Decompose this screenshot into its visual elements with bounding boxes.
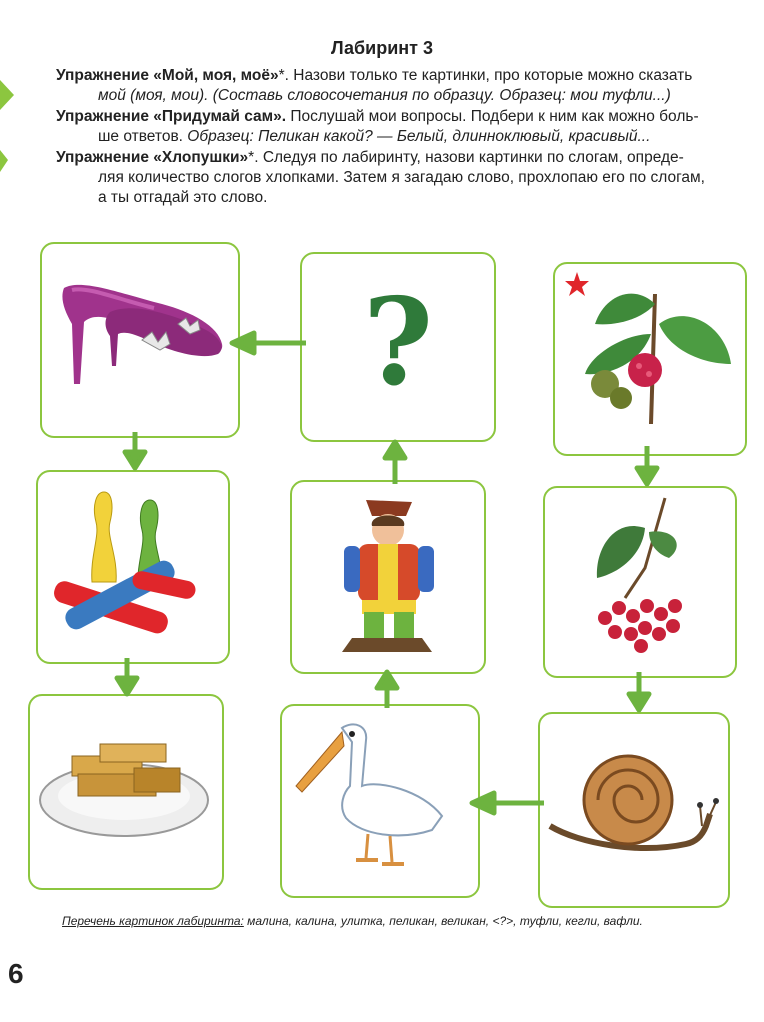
- arrow-left: [468, 788, 544, 818]
- exercise-3-text: Следуя по лабиринту, назови картинки по слогам, опреде-: [258, 149, 684, 166]
- exercise-3-title: Упражнение «Хлопушки»: [56, 149, 249, 166]
- maze-card-snail: [538, 712, 730, 908]
- arrow-up: [372, 668, 402, 708]
- exercise-1-text: Назови только те картинки, про которые можно сказать: [288, 67, 693, 84]
- page-title: Лабиринт 3: [330, 38, 434, 58]
- picture-list-items: малина, калина, улитка, пеликан, великан, <?>, туфли, кегли, вафли.: [243, 914, 643, 928]
- exercise-2-example: Образец: Пеликан какой? — Белый, длинноклювый, красивый...: [183, 128, 651, 145]
- arrow-down: [120, 432, 150, 472]
- wafers-icon: [30, 696, 222, 888]
- arrow-up: [380, 438, 410, 484]
- page-number: 6: [8, 958, 24, 989]
- maze-card-wafers: [28, 694, 224, 890]
- exercise-1: Упражнение «Мой, моя, моё»*. Назови только те картинки, про которые можно сказать мой (моя, мои). (Составь словосочетания по образцу. Образец: мои туфли...): [56, 67, 693, 104]
- maze-card-raspberry: [553, 262, 747, 456]
- maze-card-question: [300, 252, 496, 442]
- shoes-icon: [42, 244, 238, 436]
- arrow-left: [228, 328, 306, 358]
- arrow-down: [632, 446, 662, 490]
- picture-list: [62, 914, 643, 928]
- skittles-icon: [38, 472, 228, 662]
- maze-card-giant: [290, 480, 486, 674]
- maze-card-skittles: [36, 470, 230, 664]
- snail-icon: [540, 714, 728, 906]
- exercise-2-text: Послушай мои вопросы. Подбери к ним как можно боль-: [286, 108, 699, 125]
- star-icon: [565, 272, 589, 296]
- giant-icon: [292, 482, 484, 672]
- maze-card-viburnum: [543, 486, 737, 678]
- arrow-down: [112, 658, 142, 698]
- question-mark: ?: [362, 272, 434, 413]
- arrow-down: [624, 672, 654, 716]
- maze-card-pelican: [280, 704, 480, 898]
- exercise-1-example: мой (моя, мои). (Составь словосочетания по образцу. Образец: мои туфли...): [98, 87, 671, 104]
- exercise-2: Упражнение «Придумай сам». Послушай мои вопросы. Подбери к ним как можно боль- ше ответов. Образец: Пеликан какой? — Белый, длинноклювый, красивый...: [56, 108, 699, 145]
- viburnum-icon: [545, 488, 735, 676]
- picture-list-label: Перечень картинок лабиринта:: [62, 914, 244, 928]
- exercise-3: Упражнение «Хлопушки»*. Следуя по лабиринту, назови картинки по слогам, опреде- ляя количество слогов хлопками. Затем я загадаю слово, прохлопаю его по слогам, а ты отгадай это слово.: [56, 149, 705, 206]
- exercise-2-title: Упражнение «Придумай сам».: [56, 108, 287, 125]
- pelican-icon: [282, 706, 478, 896]
- decorative-leaf: [0, 0, 20, 200]
- raspberry-icon: [555, 264, 745, 454]
- maze-card-shoes: [40, 242, 240, 438]
- exercise-1-title: Упражнение «Мой, моя, моё»: [56, 67, 279, 84]
